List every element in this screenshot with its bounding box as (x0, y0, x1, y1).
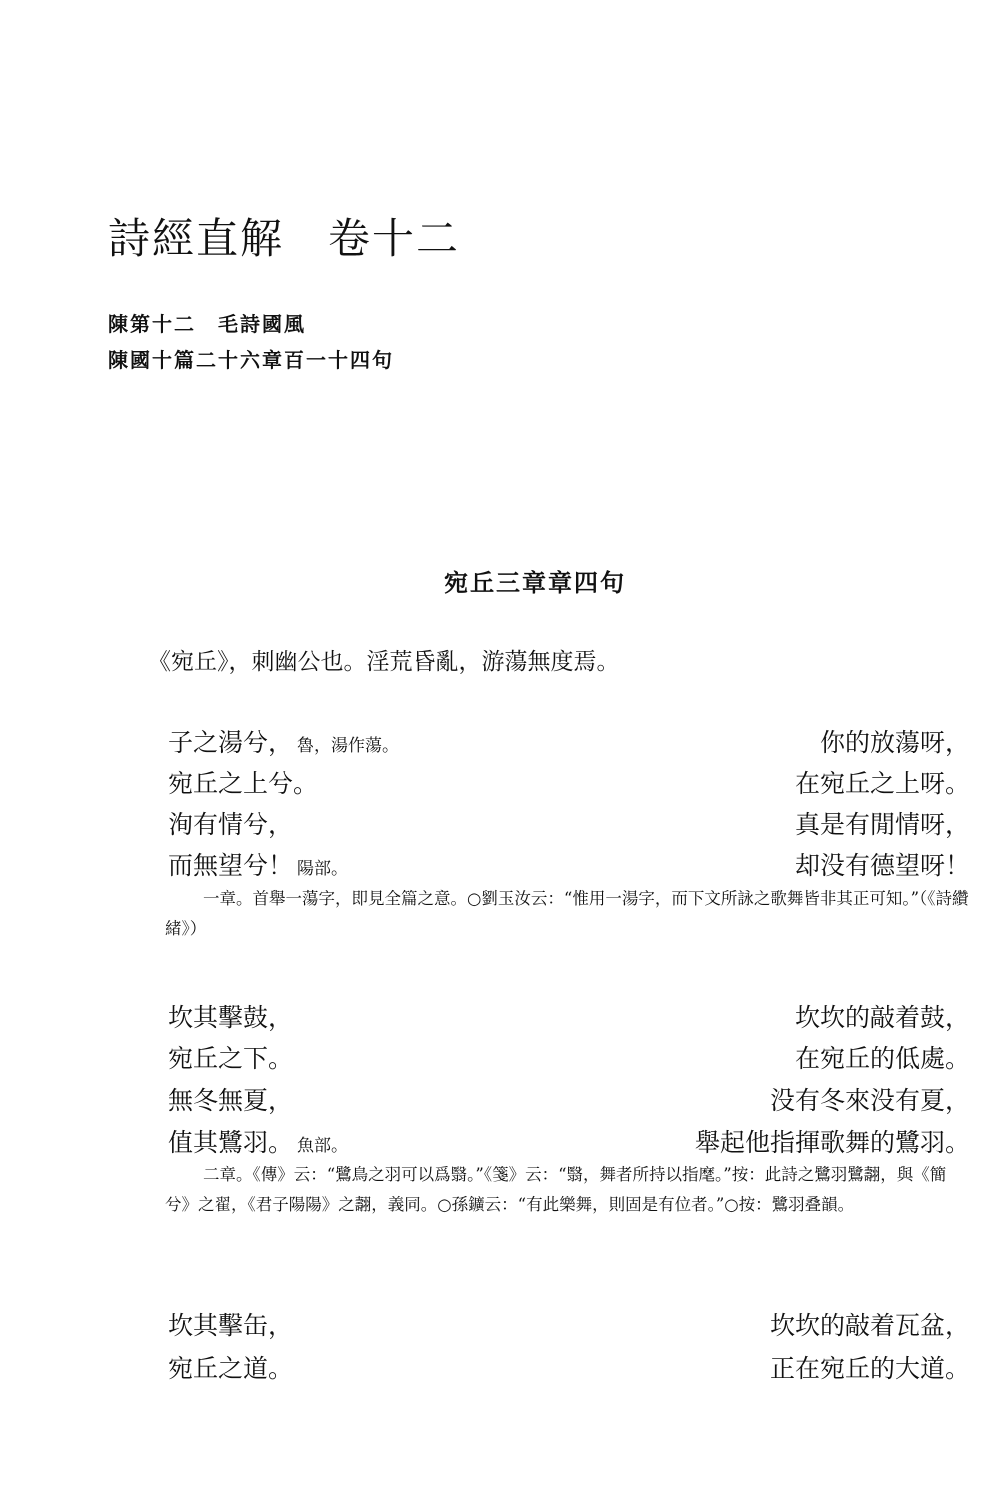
stanza2-translation3: 没有冬來没有夏， (769, 1086, 970, 1115)
section-heading: 陳第十二 毛詩國風 (108, 312, 306, 336)
stanza2-line2: 宛丘之下。 (168, 1044, 294, 1073)
stanza3-translation1: 坎坎的敲着瓦盆， (769, 1311, 970, 1340)
rhyme-note: 魯，湯作蕩。 (297, 736, 400, 756)
stanza1-translation4: 却没有德望呀！ (794, 851, 970, 880)
stanza1-commentary: 一章。首舉一蕩字，即見全篇之意。○劉玉汝云：“惟用一湯字，而下文所詠之歌舞皆非其正可知。”（《詩纘緒》） (165, 889, 969, 938)
poem-preface: 《宛丘》，刺幽公也。淫荒昏亂，游蕩無度焉。 (148, 649, 620, 675)
rhyme-note: 陽部。 (297, 859, 349, 879)
stanza2-line3: 無冬無夏， (168, 1086, 294, 1115)
stanza3-line2: 宛丘之道。 (168, 1354, 294, 1383)
stanza1-translation2: 在宛丘之上呀。 (794, 769, 970, 798)
stanza1-line3: 洵有情兮， (168, 810, 294, 839)
stanza2-translation2: 在宛丘的低處。 (794, 1044, 970, 1073)
section-summary: 陳國十篇二十六章百一十四句 (108, 348, 394, 372)
stanza2-translation1: 坎坎的敲着鼓， (794, 1003, 970, 1032)
rhyme-note: 魚部。 (297, 1136, 349, 1156)
stanza1-line1: 子之湯兮， 魯，湯作蕩。 (168, 728, 400, 757)
stanza3-translation2: 正在宛丘的大道。 (769, 1354, 970, 1383)
stanza2-line1: 坎其擊鼓， (168, 1003, 294, 1032)
stanza2-translation4: 舉起他指揮歌舞的鷺羽。 (694, 1128, 970, 1157)
stanza2-commentary: 二章。《傳》云：“鷺鳥之羽可以爲翳。”《箋》云：“翳，舞者所持以指麾。”按：此詩之鷺羽鷺翿，與《簡兮》之翟，《君子陽陽》之翿，義同。○孫鑛云：“有此樂舞，則固是有位者。”○按：鷺羽叠韻。 (165, 1165, 947, 1214)
stanza1-translation3: 真是有閒情呀， (794, 810, 970, 839)
stanza2-line4: 值其鷺羽。 魚部。 (168, 1128, 349, 1157)
stanza3-line1: 坎其擊缶， (168, 1311, 294, 1340)
stanza1-line2: 宛丘之上兮。 (168, 769, 319, 798)
stanza1-translation1: 你的放蕩呀， (819, 728, 970, 757)
poem-title: 宛丘三章章四句 (444, 569, 626, 597)
stanza1-line4: 而無望兮！ 陽部。 (168, 851, 349, 880)
book-title: 詩經直解 卷十二 (108, 214, 461, 263)
